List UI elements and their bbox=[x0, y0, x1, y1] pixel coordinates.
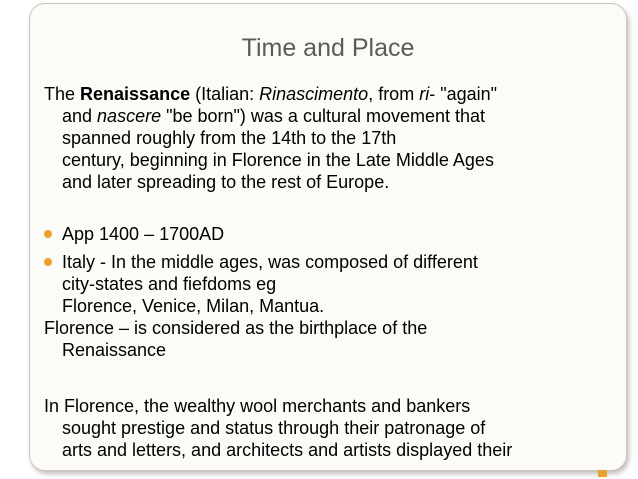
renaissance-definition-paragraph bbox=[44, 83, 614, 193]
text-span: - "again" bbox=[429, 84, 498, 104]
paragraph-line: arts and letters, and architects and artists displayed their bbox=[62, 440, 513, 460]
bullet-item-italy bbox=[44, 251, 614, 317]
bullet-line: App 1400 – 1700AD bbox=[62, 224, 225, 244]
renaissance-term: Renaissance bbox=[80, 84, 191, 104]
florence-patronage-paragraph bbox=[44, 395, 614, 461]
paragraph-line: spanned roughly from the 14th to the 17th bbox=[62, 128, 397, 148]
text-span: , from bbox=[368, 84, 420, 104]
spacer bbox=[44, 193, 614, 223]
ri-term: ri bbox=[419, 84, 430, 104]
text-span: The bbox=[44, 84, 81, 104]
slide-frame bbox=[29, 3, 627, 471]
florence-birthplace-paragraph bbox=[44, 317, 614, 361]
corner-accent-mark bbox=[598, 470, 607, 477]
paragraph-line: sought prestige and status through their patronage of bbox=[62, 418, 486, 438]
slide-body bbox=[44, 83, 614, 461]
paragraph-line bbox=[44, 83, 614, 105]
bullet-item-dates bbox=[44, 223, 614, 245]
paragraph-line bbox=[44, 105, 614, 127]
paragraph-line: century, beginning in Florence in the Late Middle Ages bbox=[62, 150, 494, 170]
text-span: and bbox=[62, 106, 98, 126]
bullet-icon bbox=[44, 230, 52, 238]
paragraph-line: In Florence, the wealthy wool merchants and bankers bbox=[44, 396, 471, 416]
paragraph-line: Florence – is considered as the birthplace of the bbox=[44, 318, 428, 338]
slide-title: Time and Place bbox=[241, 34, 415, 62]
text-span: (Italian: bbox=[190, 84, 260, 104]
nascere-term: nascere bbox=[97, 106, 162, 126]
bullet-line: city-states and fiefdoms eg bbox=[62, 274, 277, 294]
text-span: "be born") was a cultural movement that bbox=[161, 106, 486, 126]
paragraph-line: Renaissance bbox=[62, 340, 167, 360]
bullet-line: Italy - In the middle ages, was composed of different bbox=[62, 252, 478, 272]
bullet-line: Florence, Venice, Milan, Mantua. bbox=[62, 296, 325, 316]
bullet-icon bbox=[44, 258, 52, 266]
paragraph-line: and later spreading to the rest of Europe. bbox=[62, 172, 390, 192]
rinascimento-term: Rinascimento bbox=[259, 84, 369, 104]
spacer bbox=[44, 361, 614, 395]
